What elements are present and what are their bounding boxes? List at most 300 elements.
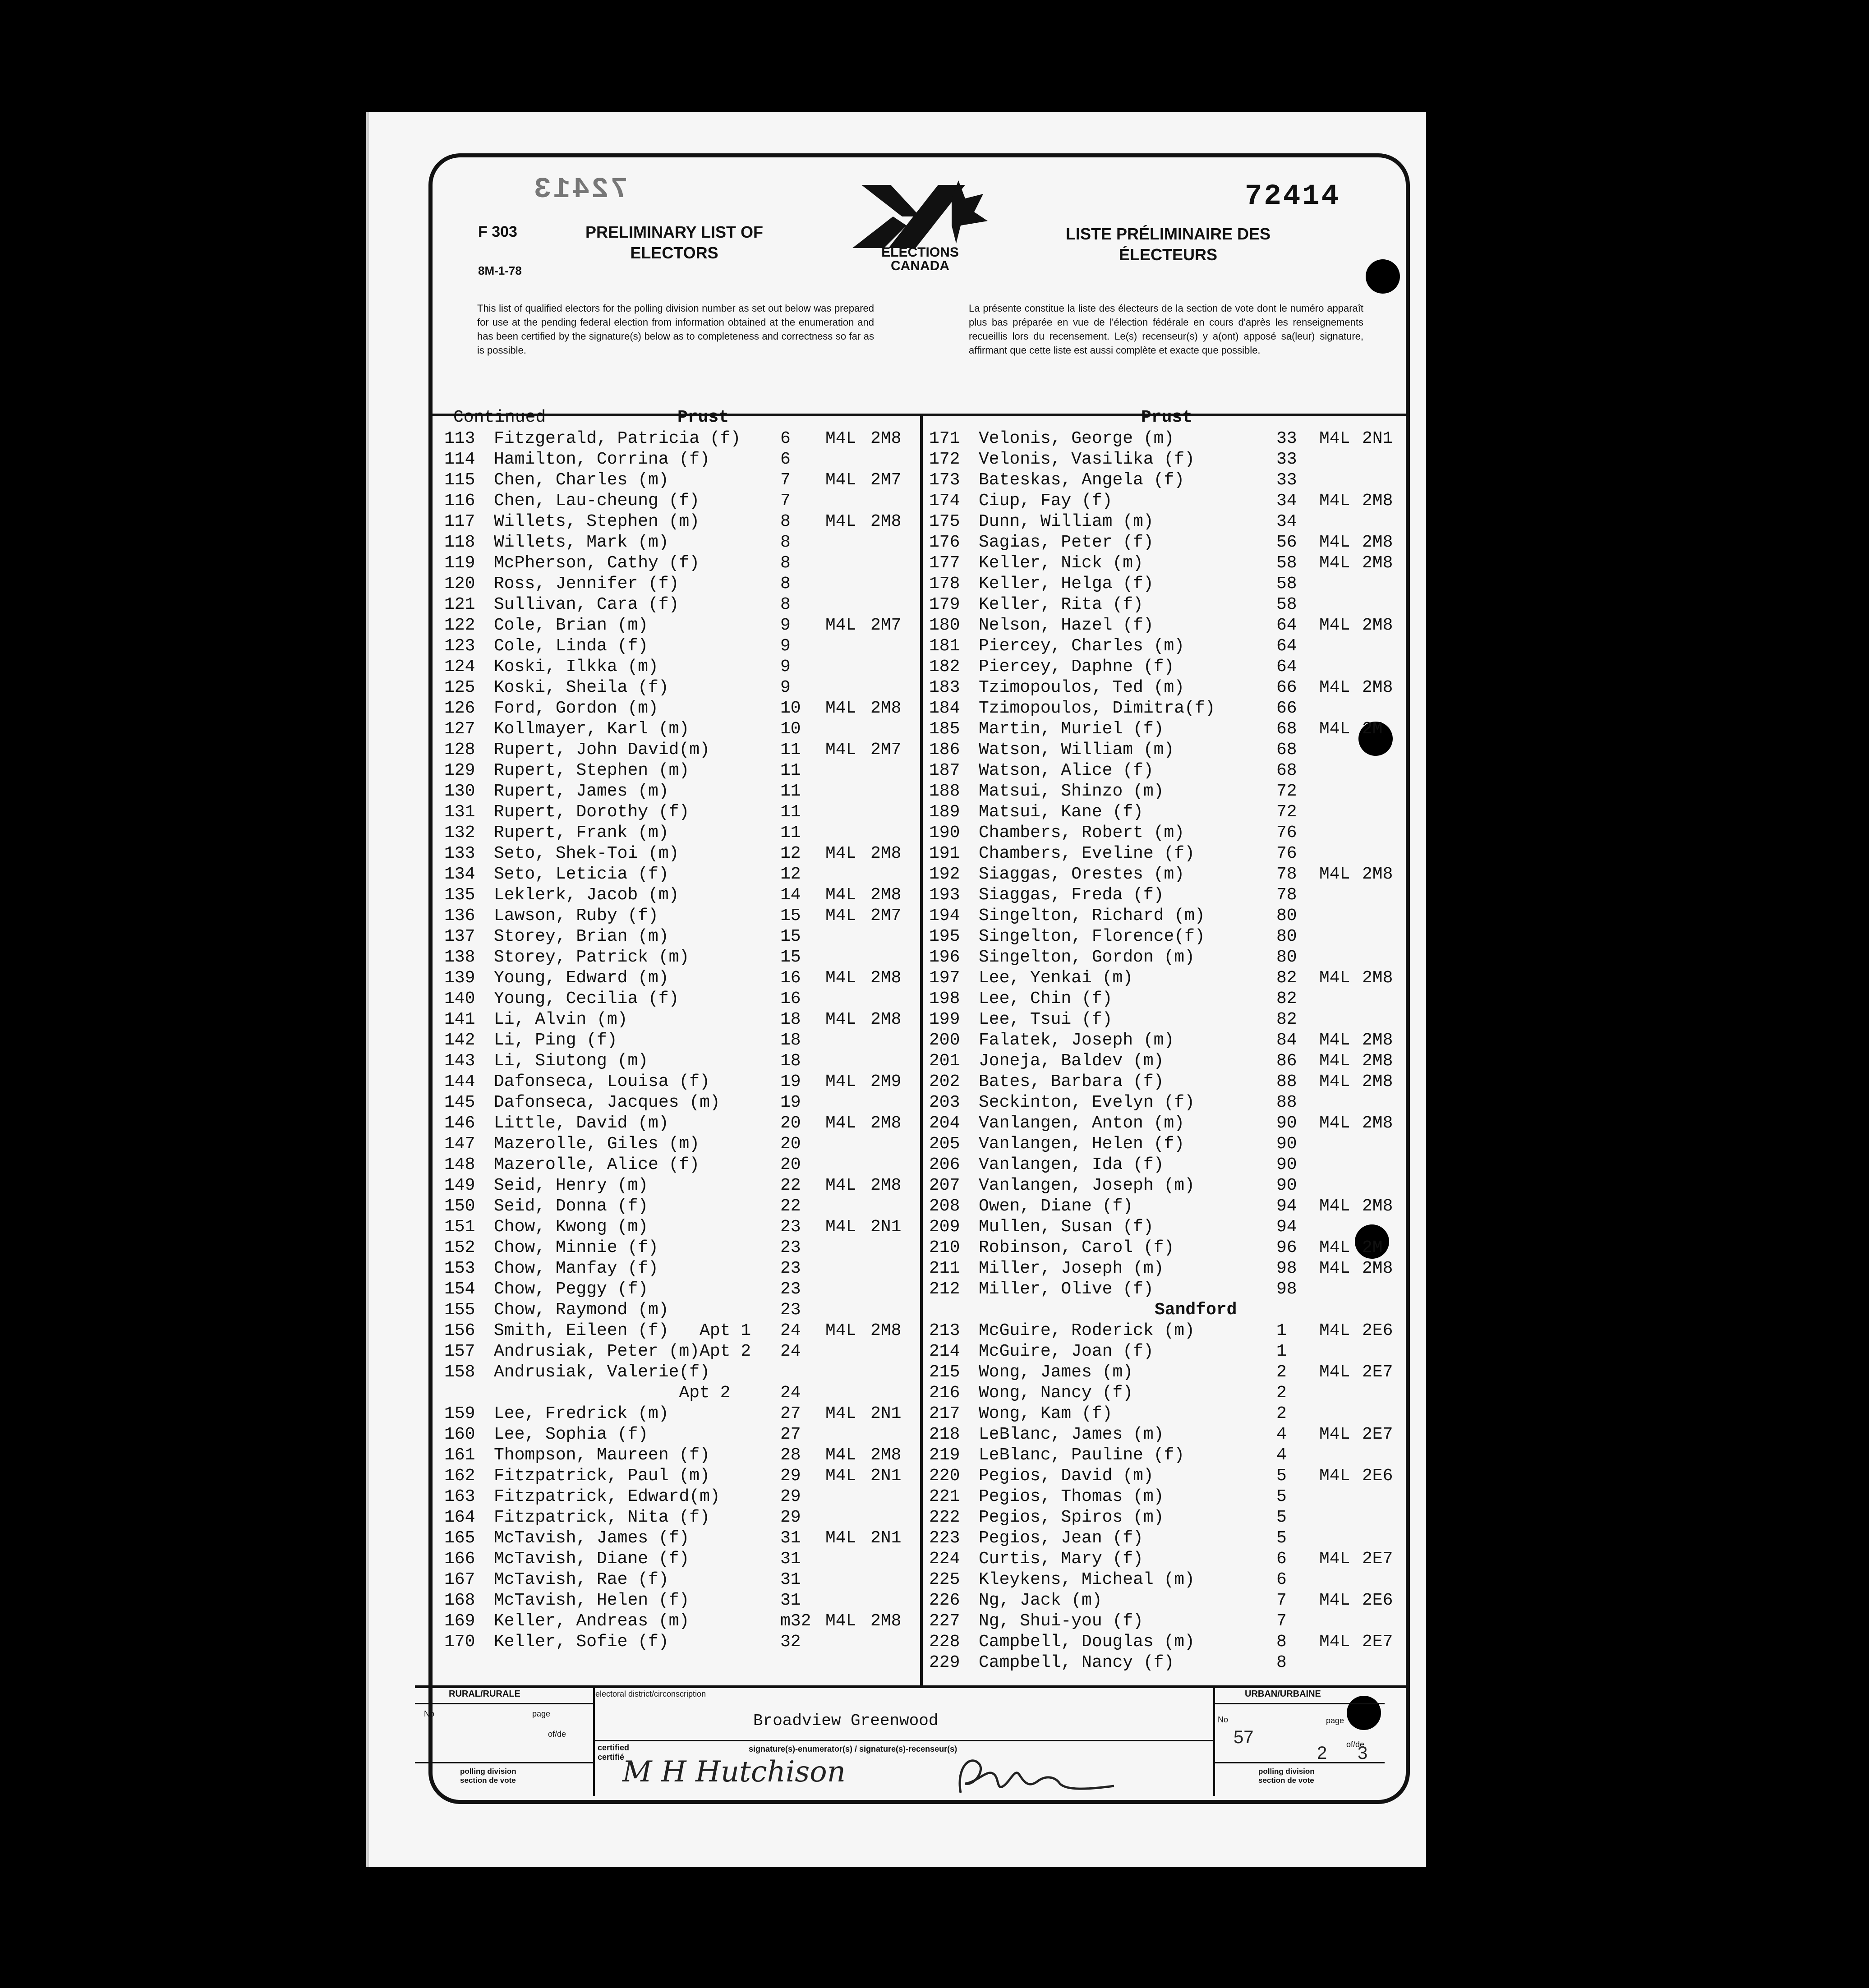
postal-code-ldu: 2N1 [870,1404,902,1423]
postal-code-fsa: M4L [825,740,856,759]
elector-name: Koski, Ilkka (m) [494,657,658,676]
postal-code-ldu: 2M8 [1362,616,1393,635]
elector-list-right [929,428,1407,1673]
elector-name: Cole, Brian (m) [494,616,649,635]
elector-name: McTavish, James (f) [494,1528,690,1548]
postal-code-fsa: M4L [1319,968,1350,988]
street-number: 2 [1276,1362,1287,1382]
elector-number: 126 [444,699,475,718]
elector-row [929,864,1407,885]
elector-row [929,989,1407,1009]
street-number: 11 [780,761,801,780]
street-number: 24 [780,1342,801,1361]
elector-number: 225 [929,1570,960,1589]
postal-code-ldu: 2M8 [870,1010,902,1029]
street-number: 33 [1276,429,1297,448]
elector-number: 187 [929,761,960,780]
elector-name: Wong, James (m) [979,1362,1133,1382]
elector-row [929,1404,1407,1424]
elector-row [929,615,1407,636]
elector-row [444,657,913,677]
street-number: 64 [1276,657,1297,676]
elector-number: 131 [444,802,475,822]
postal-code-fsa: M4L [825,470,856,490]
rural-label: RURAL/RURALE [449,1689,520,1699]
postal-code-fsa: M4L [825,1217,856,1237]
elector-row [929,1528,1407,1549]
postal-code-ldu: 2M8 [1362,1072,1393,1091]
elector-row [444,1569,913,1590]
elector-name: Chow, Raymond (m) [494,1300,669,1320]
elector-name: Chow, Kwong (m) [494,1217,649,1237]
elector-name: Pegios, Jean (f) [979,1528,1143,1548]
elector-number: 116 [444,491,475,511]
street-number: 7 [780,470,791,490]
elector-row [444,760,913,781]
elector-name: Willets, Stephen (m) [494,512,700,531]
elector-row [929,574,1407,594]
postal-code-ldu: 2M8 [870,429,902,448]
elector-row [929,1155,1407,1175]
elector-row [929,1217,1407,1238]
street-number: 6 [780,429,791,448]
elector-row [444,636,913,657]
street-number: 68 [1276,740,1297,759]
elector-row [444,1092,913,1113]
postal-code-ldu: 2E7 [1362,1549,1393,1569]
elector-row [444,864,913,885]
street-number: 94 [1276,1217,1297,1237]
elector-number: 134 [444,865,475,884]
elector-number: 154 [444,1279,475,1299]
elector-name: Singelton, Florence(f) [979,927,1205,946]
elector-row [929,1383,1407,1404]
elector-row [444,470,913,491]
street-number: 29 [780,1466,801,1486]
elector-name: Martin, Muriel (f) [979,719,1164,739]
elector-row [929,968,1407,989]
elector-number: 179 [929,595,960,614]
elector-name: Hamilton, Corrina (f) [494,450,710,469]
postal-code-ldu: 2M8 [1362,1196,1393,1216]
postal-code-ldu: 2M [1362,719,1383,739]
elector-number: 192 [929,865,960,884]
postal-code-ldu: 2E6 [1362,1591,1393,1610]
urban-polling-number: 57 [1234,1727,1254,1747]
postal-code-ldu: 2M7 [870,740,902,759]
elector-number: 165 [444,1528,475,1548]
elector-name: Tzimopoulos, Ted (m) [979,678,1185,697]
elector-number: 166 [444,1549,475,1569]
elector-number: 175 [929,512,960,531]
street-number: 66 [1276,678,1297,697]
elector-number: 153 [444,1259,475,1278]
street-number: 84 [1276,1031,1297,1050]
elector-number: 133 [444,844,475,863]
postal-code-fsa: M4L [1319,1072,1350,1091]
elector-row [444,511,913,532]
elector-name: Owen, Diane (f) [979,1196,1133,1216]
postal-code-fsa: M4L [825,1611,856,1631]
elector-name: Koski, Sheila (f) [494,678,669,697]
elector-row [444,781,913,802]
elector-number: 141 [444,1010,475,1029]
street-number: 6 [1276,1549,1287,1569]
elector-row [444,428,913,449]
postal-code-fsa: M4L [1319,1321,1350,1340]
elector-row [444,1362,913,1383]
elector-name: Lawson, Ruby (f) [494,906,658,925]
street-number: 10 [780,719,801,739]
street-number: 18 [780,1051,801,1071]
elector-number: 146 [444,1114,475,1133]
rural-polling-division-label: polling division section de vote [460,1767,516,1785]
elector-name: McGuire, Joan (f) [979,1342,1154,1361]
elector-name: McPherson, Cathy (f) [494,553,700,573]
elector-row [929,594,1407,615]
street-number: 8 [1276,1653,1287,1672]
postal-code-ldu: 2M8 [1362,678,1393,697]
electoral-district: Broadview Greenwood [753,1712,939,1730]
elector-number: 139 [444,968,475,988]
street-number: 2 [1276,1404,1287,1423]
street-number: 76 [1276,823,1297,842]
elector-row [929,1238,1407,1258]
elector-number: 152 [444,1238,475,1257]
elector-name: Lee, Tsui (f) [979,1010,1113,1029]
elector-number: 118 [444,533,475,552]
table-top-rule [431,414,1406,416]
elector-number: 181 [929,636,960,656]
elector-number: 199 [929,1010,960,1029]
elector-number: 121 [444,595,475,614]
street-number: 88 [1276,1093,1297,1112]
elector-name: Young, Edward (m) [494,968,669,988]
elector-number: 132 [444,823,475,842]
street-number: 78 [1276,865,1297,884]
elector-row [929,885,1407,906]
elector-name: Pegios, David (m) [979,1466,1154,1486]
elector-name: Siaggas, Orestes (m) [979,865,1185,884]
street-heading-sandford: Sandford [1155,1300,1237,1320]
street-number: 8 [780,533,791,552]
elector-name: Matsui, Kane (f) [979,802,1143,822]
logo-text: ELECTIONS CANADA [881,245,959,273]
elector-number: 218 [929,1425,960,1444]
elector-name: Joneja, Baldev (m) [979,1051,1164,1071]
elector-row [929,1424,1407,1445]
postal-code-fsa: M4L [825,1445,856,1465]
elector-row [444,1134,913,1155]
street-number: 98 [1276,1259,1297,1278]
elector-row [929,1652,1407,1673]
elector-row [929,657,1407,677]
elector-number: 184 [929,699,960,718]
elector-number: 125 [444,678,475,697]
serial-number: 72414 [1245,180,1341,213]
street-number: 5 [1276,1466,1287,1486]
elector-number: 138 [444,948,475,967]
elector-name: Falatek, Joseph (m) [979,1031,1174,1050]
street-number: 27 [780,1425,801,1444]
title-french: LISTE PRÉLIMINAIRE DES ÉLECTEURS [1065,225,1271,264]
street-number: 80 [1276,927,1297,946]
elector-name: Campbell, Nancy (f) [979,1653,1174,1672]
postal-code-fsa: M4L [1319,1051,1350,1071]
elector-name: Sagias, Peter (f) [979,533,1154,552]
street-number: 72 [1276,802,1297,822]
postal-code-fsa: M4L [825,699,856,718]
postal-code-fsa: M4L [825,1404,856,1423]
elector-number: 196 [929,948,960,967]
elector-row [929,781,1407,802]
footer-rule [415,1703,593,1704]
elector-name: Ross, Jennifer (f) [494,574,679,594]
elector-row [929,1445,1407,1466]
elector-number: 157 [444,1342,475,1361]
street-number: 80 [1276,948,1297,967]
postal-code-fsa: M4L [825,1528,856,1548]
elector-row [929,698,1407,719]
elector-row [929,553,1407,574]
elector-number: 186 [929,740,960,759]
elector-name: Piercey, Daphne (f) [979,657,1174,676]
elector-name: Siaggas, Freda (f) [979,885,1164,905]
elector-number: 204 [929,1114,960,1133]
postal-code-ldu: 2M8 [1362,553,1393,573]
street-number: 1 [1276,1321,1287,1340]
street-number: 29 [780,1487,801,1506]
street-number: 5 [1276,1508,1287,1527]
street-number: 11 [780,823,801,842]
elector-row [929,1466,1407,1486]
footer-divider [1213,1685,1215,1796]
elector-number: 221 [929,1487,960,1506]
elector-number: 214 [929,1342,960,1361]
street-number: 9 [780,678,791,697]
street-number: 4 [1276,1425,1287,1444]
elector-number: 229 [929,1653,960,1672]
elector-number: 226 [929,1591,960,1610]
postal-code-ldu: 2M8 [870,1114,902,1133]
elector-name: Singelton, Gordon (m) [979,948,1195,967]
street-number: 58 [1276,595,1297,614]
postal-code-ldu: 2N1 [870,1217,902,1237]
elector-name: Dafonseca, Louisa (f) [494,1072,710,1091]
elector-name: Ciup, Fay (f) [979,491,1113,511]
street-number: 10 [780,699,801,718]
elector-number: 140 [444,989,475,1008]
postal-code-fsa: M4L [1319,719,1350,739]
urban-page-label: page [1326,1716,1344,1725]
elector-row [444,1528,913,1549]
street-number: 1 [1276,1342,1287,1361]
street-number: 78 [1276,885,1297,905]
elector-row [929,1341,1407,1362]
elector-number: 127 [444,719,475,739]
postal-code-ldu: 2M8 [870,968,902,988]
elector-name: Lee, Sophia (f) [494,1425,649,1444]
street-number: 90 [1276,1155,1297,1174]
elector-row [444,1196,913,1217]
elector-number: 227 [929,1611,960,1631]
elector-number: 195 [929,927,960,946]
elector-row [929,947,1407,968]
elector-name: Chow, Peggy (f) [494,1279,649,1299]
elector-name: Vanlangen, Joseph (m) [979,1176,1195,1195]
elector-name: Andrusiak, Peter (m)Apt 2 [494,1342,751,1361]
elector-row [929,1196,1407,1217]
street-number: 2 [1276,1383,1287,1403]
street-heading-left: Prust [677,408,729,427]
postal-code-fsa: M4L [1319,1632,1350,1652]
postal-code-ldu: 2M8 [1362,968,1393,988]
postal-code-ldu: 2M7 [870,616,902,635]
postal-code-fsa: M4L [1319,1031,1350,1050]
street-number: 11 [780,802,801,822]
elector-row [444,615,913,636]
elector-number: 174 [929,491,960,511]
elector-row [929,760,1407,781]
elector-name: Ford, Gordon (m) [494,699,658,718]
street-number: 8 [780,574,791,594]
street-number: 82 [1276,989,1297,1008]
elector-number: 155 [444,1300,475,1320]
street-number: 7 [1276,1591,1287,1610]
street-number: 7 [1276,1611,1287,1631]
street-number: 72 [1276,782,1297,801]
elector-number: 124 [444,657,475,676]
elector-number: 191 [929,844,960,863]
elector-number: 201 [929,1051,960,1071]
postal-code-ldu: 2M9 [870,1072,902,1091]
elector-name: Mazerolle, Giles (m) [494,1134,700,1154]
elector-row [929,1175,1407,1196]
elector-number: 188 [929,782,960,801]
elector-name: Cole, Linda (f) [494,636,649,656]
elector-row [929,1279,1407,1300]
elector-row [444,698,913,719]
elector-name: Sullivan, Cara (f) [494,595,679,614]
elector-row [444,532,913,553]
postal-code-fsa: M4L [825,968,856,988]
elector-number: 177 [929,553,960,573]
elector-row [929,1030,1407,1051]
street-number: 33 [1276,470,1297,490]
street-number: 86 [1276,1051,1297,1071]
postal-code-ldu: 2E7 [1362,1632,1393,1652]
elector-name: Keller, Helga (f) [979,574,1154,594]
postal-code-fsa: M4L [1319,1114,1350,1133]
elector-row [929,1486,1407,1507]
elector-row [929,1258,1407,1279]
elector-name: Rupert, James (m) [494,782,669,801]
street-number: 5 [1276,1487,1287,1506]
urban-polling-division-label: polling division section de vote [1258,1767,1315,1785]
street-number: 64 [1276,636,1297,656]
elector-number: 160 [444,1425,475,1444]
postal-code-fsa: M4L [825,512,856,531]
elector-row [929,1590,1407,1611]
elector-name: Pegios, Thomas (m) [979,1487,1164,1506]
elector-number: 206 [929,1155,960,1174]
elector-name: Chambers, Eveline (f) [979,844,1195,863]
postal-code-ldu: 2M8 [870,699,902,718]
postal-code-fsa: M4L [1319,553,1350,573]
elector-row [444,1590,913,1611]
postal-code-ldu: 2M7 [870,470,902,490]
elector-name: Miller, Olive (f) [979,1279,1154,1299]
elector-number: 182 [929,657,960,676]
urban-no-label: No [1218,1715,1229,1724]
street-number: 82 [1276,1010,1297,1029]
elector-name: Li, Ping (f) [494,1031,617,1050]
elector-row [444,1404,913,1424]
street-number: 31 [780,1591,801,1610]
elector-number: 224 [929,1549,960,1569]
elector-name: Mazerolle, Alice (f) [494,1155,700,1174]
elector-name: Lee, Yenkai (m) [979,968,1133,988]
elector-row [444,553,913,574]
elector-number: 168 [444,1591,475,1610]
postal-code-fsa: M4L [1319,1549,1350,1569]
street-number: 28 [780,1445,801,1465]
elector-name: Smith, Eileen (f) Apt 1 [494,1321,751,1340]
footer-rule [1213,1703,1385,1704]
street-number: 4 [1276,1445,1287,1465]
form-date: 8M-1-78 [478,264,522,277]
elector-row [929,1569,1407,1590]
elector-row [444,1632,913,1652]
postal-code-fsa: M4L [825,844,856,863]
elector-row [929,1549,1407,1569]
elector-name: McGuire, Roderick (m) [979,1321,1195,1340]
postal-code-fsa: M4L [1319,865,1350,884]
postal-code-fsa: M4L [825,429,856,448]
intro-french: La présente constitue la liste des électeurs de la section de vote dont le numéro apparaît plus bas préparée en vue de l'élection fédérale en cours d'après les renseignements recueillis lors du recensement. Le(s) recenseur(s) y a(ont) apposé sa(leur) signature, affirmant que cette liste est aussi complète et exacte que possible. [969,303,1363,356]
street-number: 31 [780,1528,801,1548]
street-number: 20 [780,1155,801,1174]
postal-code-ldu: 2M8 [870,885,902,905]
street-heading-right: Prust [1141,408,1193,427]
postal-code-fsa: M4L [825,1176,856,1195]
elector-name: Apt 2 [494,1383,731,1403]
elector-number: 159 [444,1404,475,1423]
elector-number: 194 [929,906,960,925]
postal-code-fsa: M4L [825,906,856,925]
urban-label: URBAN/URBAINE [1245,1689,1321,1699]
elector-number: 164 [444,1508,475,1527]
urban-page-of: 3 [1358,1743,1368,1763]
elector-number: 148 [444,1155,475,1174]
street-number: 8 [780,512,791,531]
elector-name: Seid, Henry (m) [494,1176,649,1195]
elector-name: Rupert, Frank (m) [494,823,669,842]
street-number: 20 [780,1134,801,1154]
street-number: 68 [1276,719,1297,739]
elector-row [444,1549,913,1569]
elector-row [444,1300,913,1321]
elector-name: Rupert, Dorothy (f) [494,802,690,822]
elector-row [929,428,1407,449]
street-number: 15 [780,927,801,946]
elector-number: 209 [929,1217,960,1237]
street-number: 7 [780,491,791,511]
elector-name: Li, Alvin (m) [494,1010,628,1029]
street-number: 58 [1276,574,1297,594]
street-number: 18 [780,1010,801,1029]
elector-name: Chambers, Robert (m) [979,823,1185,842]
